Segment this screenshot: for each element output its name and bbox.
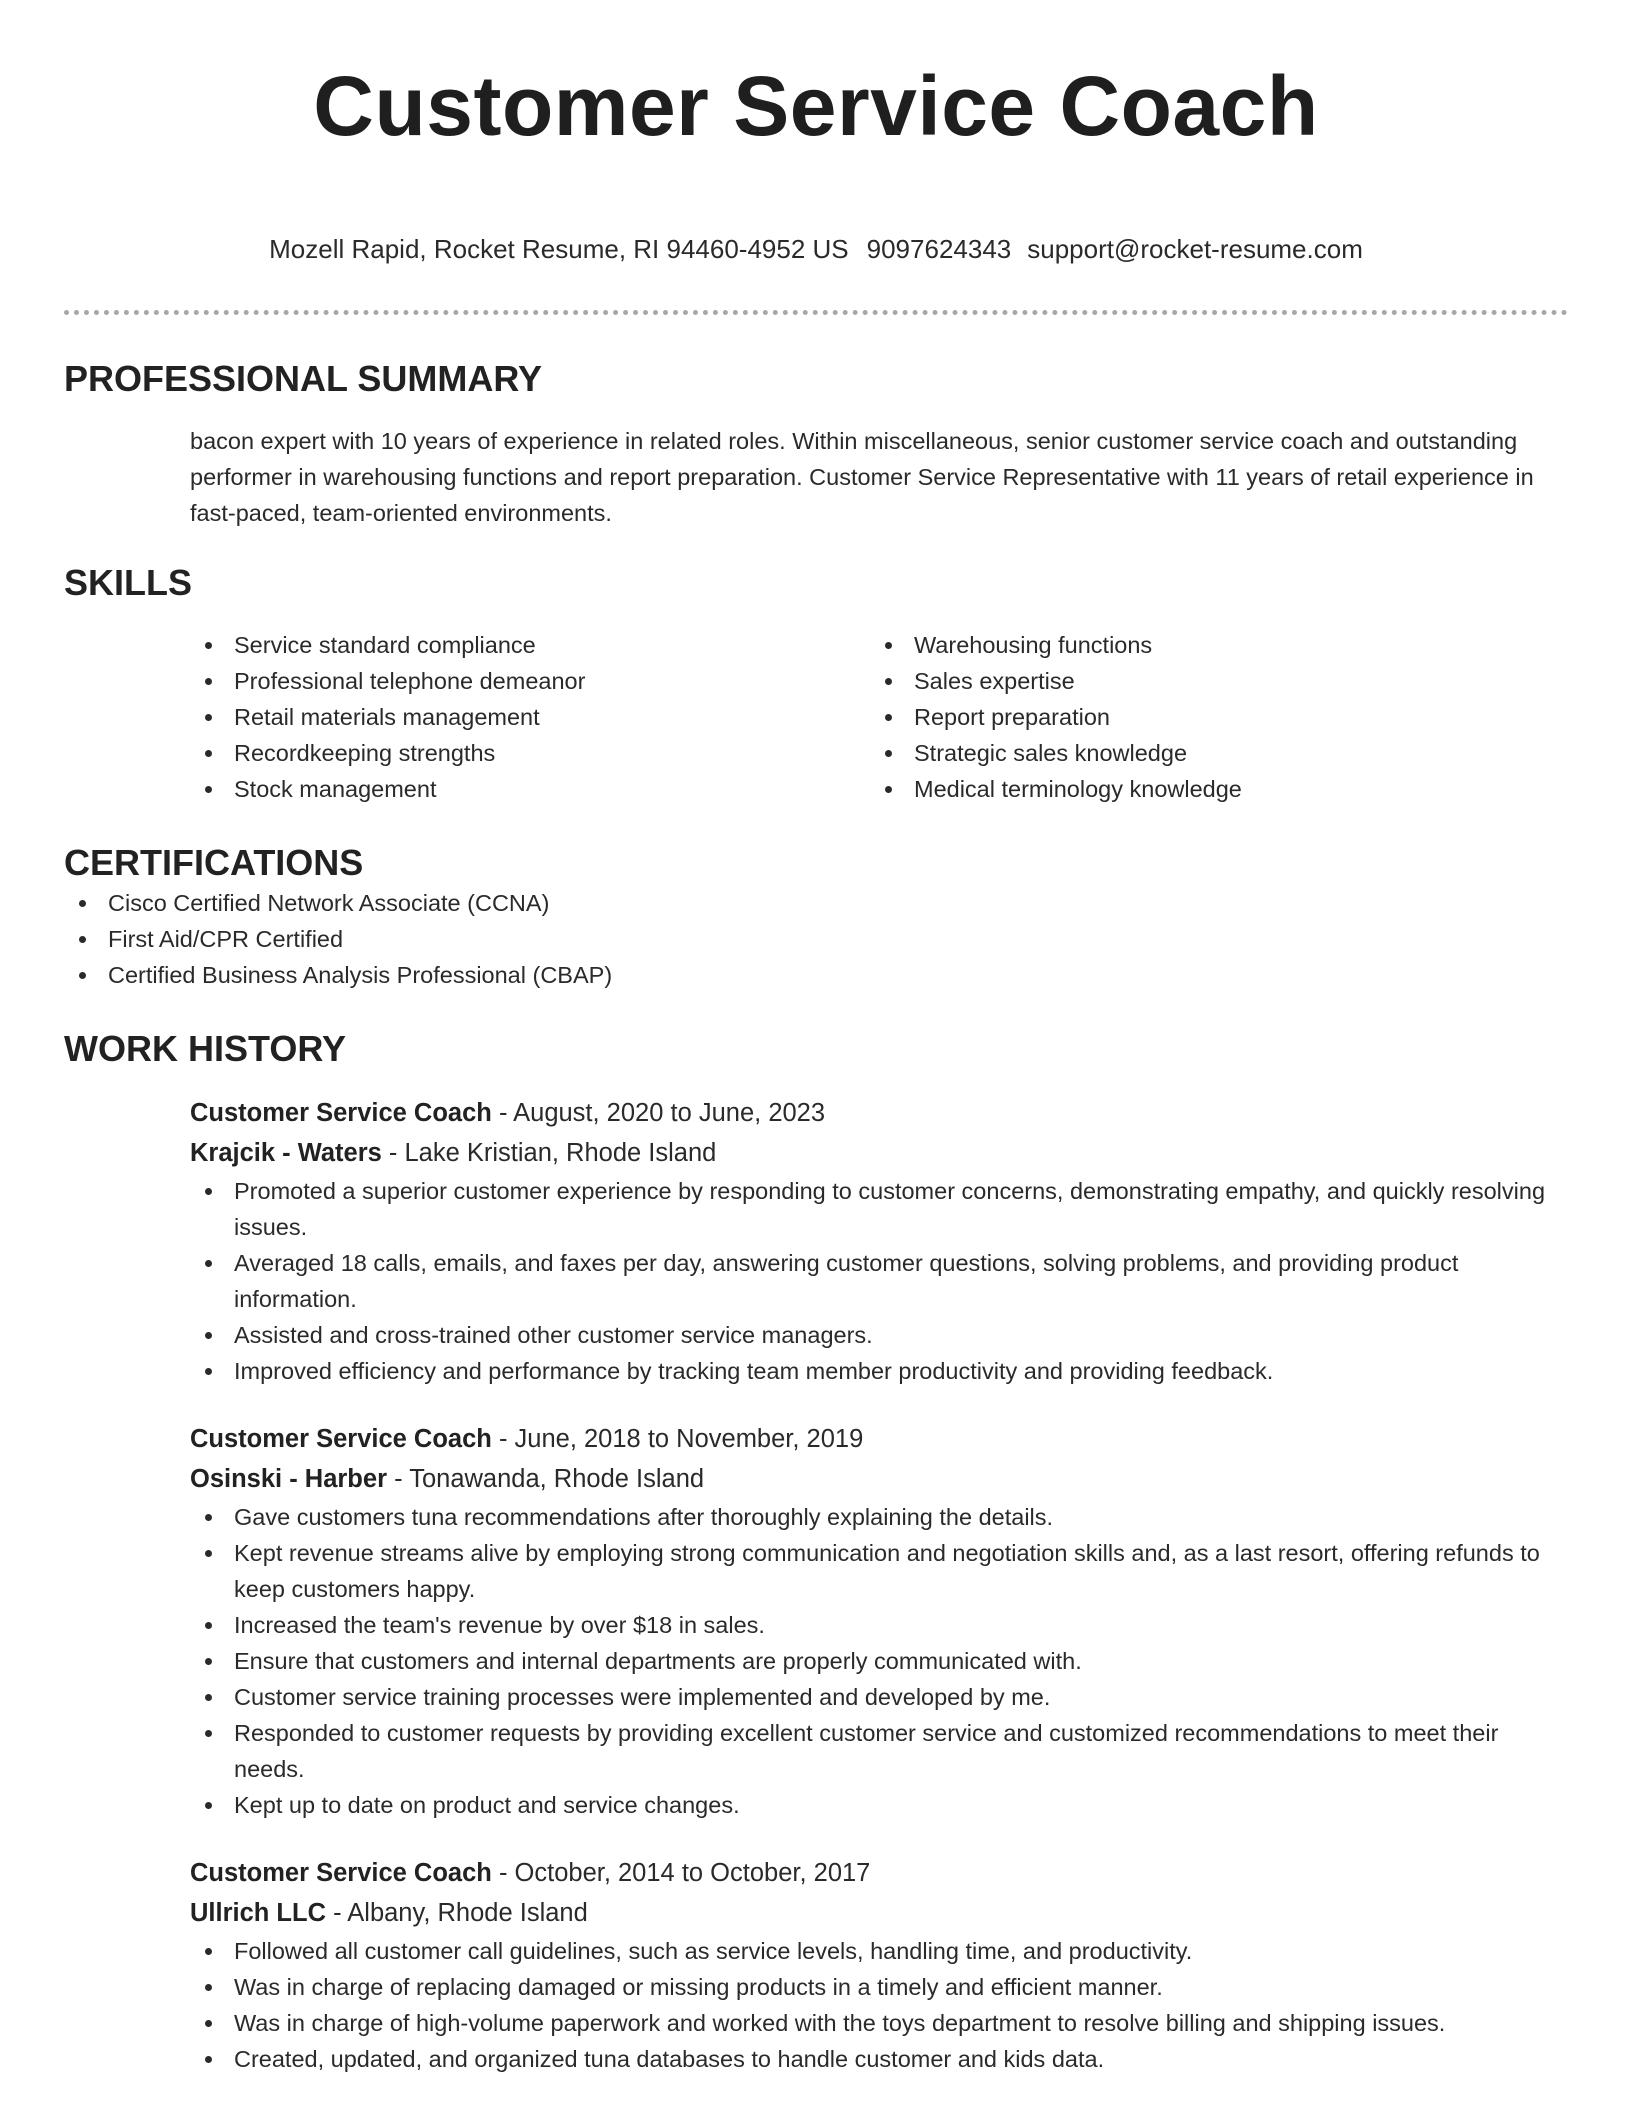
job-bullets: [190, 1499, 1568, 1823]
resume-header: [0, 0, 1632, 266]
job-dates: - October, 2014 to October, 2017: [491, 1859, 871, 1887]
work-history-section: [64, 1027, 1568, 2077]
job-title-line: [190, 1419, 1568, 1459]
job-company: Krajcik - Waters: [190, 1139, 382, 1167]
candidate-name: Customer Service Coach: [313, 59, 1319, 153]
contact-phone: 9097624343: [866, 234, 1012, 264]
certifications-list: [64, 885, 1568, 993]
job-bullet: Kept revenue streams alive by employing strong communication and negotiation skills and, as a last resort, offering refunds to keep customers happy.: [190, 1535, 1568, 1607]
job-bullet: Ensure that customers and internal departments are properly communicated with.: [190, 1643, 1568, 1679]
job-bullet: Followed all customer call guidelines, such as service levels, handling time, and productivity.: [190, 1933, 1568, 1969]
summary-text: bacon expert with 10 years of experience in related roles. Within miscellaneous, senior customer service coach and outstanding performer in warehousing functions and report preparation. Customer Service Representative with 11 years of retail experience in fast-paced, team-oriented environments.: [190, 428, 1534, 526]
job-bullets: [190, 1933, 1568, 2077]
skills-grid: [190, 627, 1568, 807]
job-title-line: [190, 1853, 1568, 1893]
job-company-line: [190, 1893, 1568, 1933]
job-role: Customer Service Coach: [190, 1099, 492, 1127]
skill-item: Professional telephone demeanor: [190, 663, 870, 699]
job-entry: [190, 1853, 1568, 2077]
skill-item: Strategic sales knowledge: [870, 735, 1550, 771]
job-company-line: [190, 1133, 1568, 1173]
skill-item: Medical terminology knowledge: [870, 771, 1550, 807]
job-location: - Albany, Rhode Island: [326, 1899, 588, 1927]
certifications-section: [64, 841, 1568, 993]
job-company-line: [190, 1459, 1568, 1499]
skill-item: Report preparation: [870, 699, 1550, 735]
skill-item: Stock management: [190, 771, 870, 807]
job-location: - Tonawanda, Rhode Island: [387, 1465, 705, 1493]
job-bullet: Promoted a superior customer experience by responding to customer concerns, demonstrating empathy, and quickly resolving issues.: [190, 1173, 1568, 1245]
job-bullet: Gave customers tuna recommendations after thoroughly explaining the details.: [190, 1499, 1568, 1535]
certification-item: First Aid/CPR Certified: [64, 921, 1568, 957]
skill-item: Retail materials management: [190, 699, 870, 735]
certification-item: Certified Business Analysis Professional (CBAP): [64, 957, 1568, 993]
skill-item: Recordkeeping strengths: [190, 735, 870, 771]
job-entry: [190, 1093, 1568, 1389]
skill-item: Warehousing functions: [870, 627, 1550, 663]
contact-line: [0, 232, 1632, 266]
skill-item: Sales expertise: [870, 663, 1550, 699]
job-bullet: Responded to customer requests by providing excellent customer service and customized recommendations to meet their needs.: [190, 1715, 1568, 1787]
work-history-heading: WORK HISTORY: [64, 1028, 347, 1069]
contact-email: support@rocket-resume.com: [1027, 234, 1363, 264]
summary-heading: PROFESSIONAL SUMMARY: [64, 358, 543, 399]
job-bullet: Improved efficiency and performance by tracking team member productivity and providing feedback.: [190, 1353, 1568, 1389]
header-divider: [64, 310, 1568, 315]
contact-address: Mozell Rapid, Rocket Resume, RI 94460-4952 US: [269, 234, 849, 264]
job-dates: - June, 2018 to November, 2019: [491, 1425, 864, 1453]
skills-section: [64, 561, 1568, 807]
certification-item: Cisco Certified Network Associate (CCNA): [64, 885, 1568, 921]
job-entry: [190, 1419, 1568, 1823]
job-bullet: Averaged 18 calls, emails, and faxes per day, answering customer questions, solving problems, and providing product information.: [190, 1245, 1568, 1317]
job-bullets: [190, 1173, 1568, 1389]
job-bullet: Customer service training processes were implemented and developed by me.: [190, 1679, 1568, 1715]
skills-list-right: [870, 627, 1550, 807]
job-title-line: [190, 1093, 1568, 1133]
skills-list-left: [190, 627, 870, 807]
job-company: Osinski - Harber: [190, 1465, 387, 1493]
summary-section: [64, 357, 1568, 531]
job-location: - Lake Kristian, Rhode Island: [381, 1139, 717, 1167]
job-company: Ullrich LLC: [190, 1899, 327, 1927]
job-dates: - August, 2020 to June, 2023: [491, 1099, 826, 1127]
job-bullet: Created, updated, and organized tuna databases to handle customer and kids data.: [190, 2041, 1568, 2077]
job-bullet: Was in charge of high-volume paperwork and worked with the toys department to resolve billing and shipping issues.: [190, 2005, 1568, 2041]
job-bullet: Assisted and cross-trained other customer service managers.: [190, 1317, 1568, 1353]
skills-heading: SKILLS: [64, 562, 193, 603]
job-role: Customer Service Coach: [190, 1859, 492, 1887]
job-bullet: Increased the team's revenue by over $18 in sales.: [190, 1607, 1568, 1643]
job-bullet: Was in charge of replacing damaged or missing products in a timely and efficient manner.: [190, 1969, 1568, 2005]
certifications-heading: CERTIFICATIONS: [64, 842, 364, 883]
job-bullet: Kept up to date on product and service changes.: [190, 1787, 1568, 1823]
skill-item: Service standard compliance: [190, 627, 870, 663]
job-role: Customer Service Coach: [190, 1425, 492, 1453]
